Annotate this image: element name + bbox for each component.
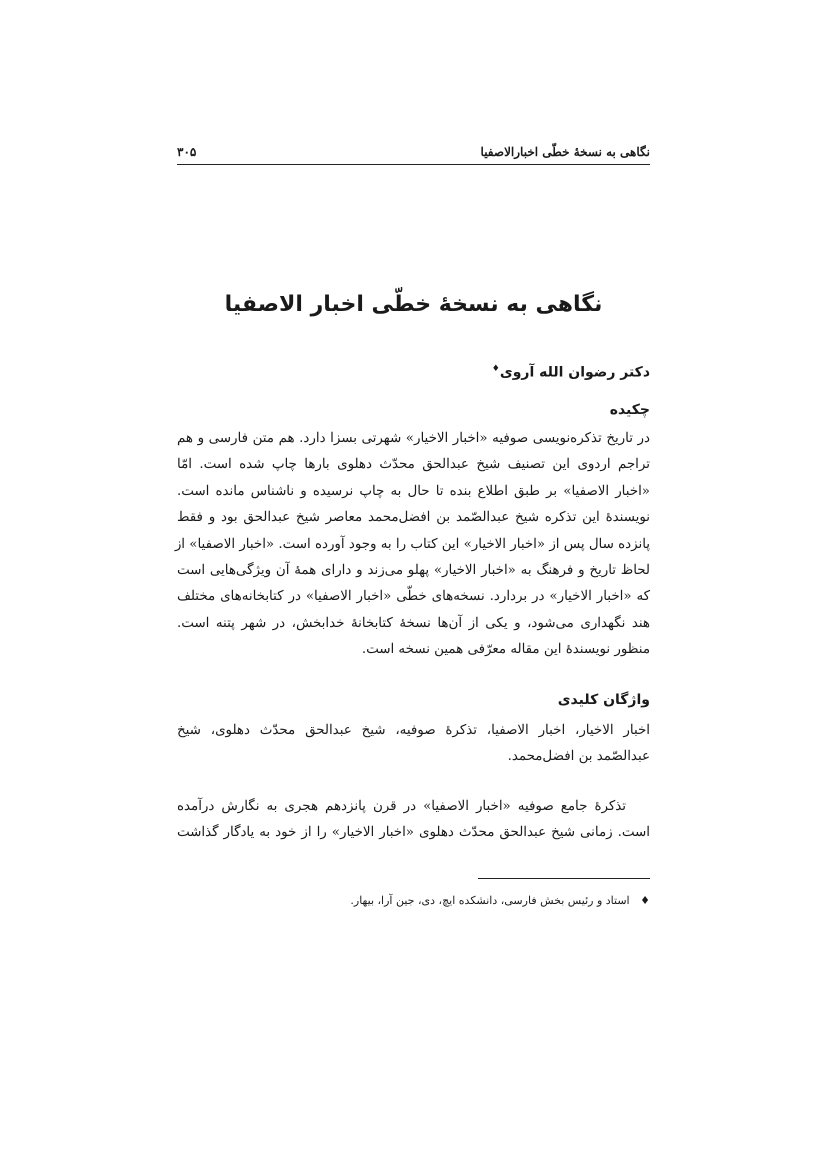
footnote <box>350 894 650 907</box>
keywords-heading: واژگان کلیدی <box>557 692 650 708</box>
abstract-line: تراجم اردوی این تصنیف شیخ عبدالحق محدّث دهلوی بارها چاپ شده است. امّا <box>177 457 650 473</box>
abstract-line: نویسندهٔ این تذکره شیخ عبدالصّمد بن افضل‌محمد معاصر شیخ عبدالحق بود و فقط <box>177 510 650 526</box>
abstract-line: «اخبار الاصفیا» بر طبق اطلاع بنده تا حال به چاپ نرسیده و ناشناس مانده است. <box>177 483 650 499</box>
footnote-mark: ♦ <box>640 894 650 907</box>
article-title: نگاهی به نسخهٔ خطّی اخبار الاصفیا <box>224 292 603 317</box>
keywords-line: عبدالصّمد بن افضل‌محمد. <box>507 749 650 765</box>
body-paragraph <box>177 794 650 847</box>
body-line: تذکرهٔ جامع صوفیه «اخبار الاصفیا» در قرن پانزدهم هجری به نگارش درآمده <box>177 799 626 814</box>
abstract-line: هند نگهداری می‌شود، و یکی از آن‌ها نسخهٔ کتابخانهٔ خدابخش، در شهر پتنه است. <box>177 615 650 631</box>
abstract-line: که «اخبار الاخیار» در بردارد. نسخه‌های خطّی «اخبار الاصفیا» در کتابخانه‌های مختلف <box>177 589 650 605</box>
keywords-line: اخبار الاخیار، اخبار الاصفیا، تذکرهٔ صوفیه، شیخ عبدالحق محدّث دهلوی، شیخ <box>177 723 650 738</box>
abstract-heading: چکیده <box>609 402 650 418</box>
page-number: ۳۰۵ <box>177 145 197 159</box>
keywords-paragraph <box>177 718 650 771</box>
footnote-text: استاد و رئیس بخش فارسی، دانشکده ایچ، دی، جین آرا، بیهار. <box>350 894 630 907</box>
abstract-line: پانزده سال پس از «اخبار الاخیار» این کتاب را به وجود آورده است. «اخبار الاصفیا» از <box>174 536 650 552</box>
author-footnote-mark: ♦ <box>491 364 500 374</box>
footnote-separator <box>478 878 650 879</box>
abstract-line: لحاظ تاریخ و فرهنگ به «اخبار الاخیار» پهلو می‌زند و دارای همهٔ آن ویژگی‌هایی است <box>177 563 650 579</box>
author-name: دکتر رضوان الله آروی <box>499 364 650 381</box>
abstract-line: منظور نویسندهٔ این مقاله معرّفی همین نسخه است. <box>361 642 650 658</box>
running-title: نگاهی به نسخهٔ خطّی اخبارالاصفیا <box>480 145 650 159</box>
author-line <box>492 364 650 381</box>
running-header <box>177 140 650 165</box>
abstract-paragraph <box>174 426 650 664</box>
body-line: است. زمانی شیخ عبدالحق محدّث دهلوی «اخبار الاخیار» را از خود به یادگار گذاشت <box>177 825 650 841</box>
abstract-line: در تاریخ تذکره‌نویسی صوفیه «اخبار الاخیار» شهرتی بسزا دارد. هم متن فارسی و هم <box>177 431 650 446</box>
